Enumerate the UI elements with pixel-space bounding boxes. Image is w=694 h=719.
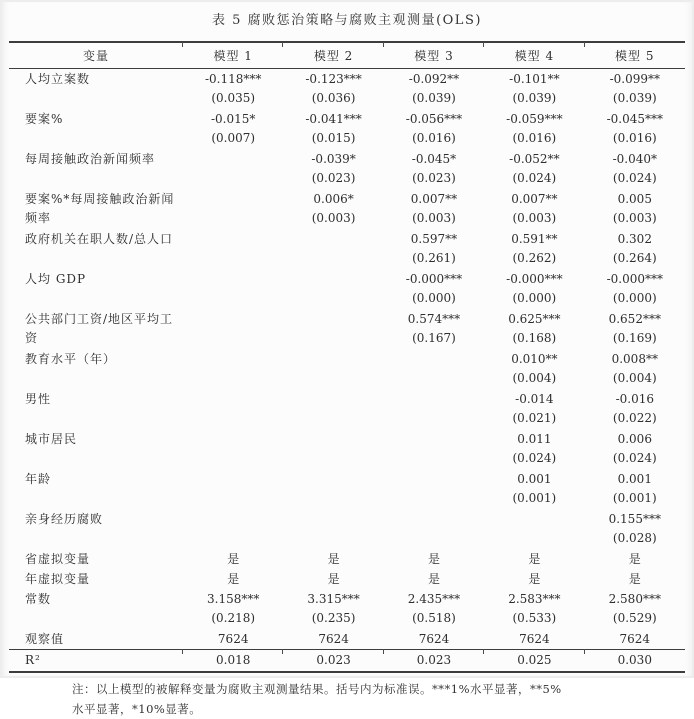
estimate: -0.059*** <box>506 112 563 126</box>
estimate: -0.039* <box>311 152 356 166</box>
column-header-model-2: 模型 2 <box>283 42 383 69</box>
value-cell <box>384 309 484 349</box>
estimate: -0.041*** <box>305 112 362 126</box>
value-cell: 7624 <box>283 629 383 650</box>
estimate <box>283 470 383 489</box>
estimate: -0.045* <box>411 152 457 166</box>
estimate: -0.040* <box>612 152 657 166</box>
row-label: 教育水平（年） <box>25 352 117 366</box>
value-cell <box>183 109 283 149</box>
estimate: 0.006* <box>313 192 354 206</box>
std-error <box>183 329 283 348</box>
value-cell <box>384 509 484 549</box>
value-cell <box>283 189 383 229</box>
value-cell: 是 <box>528 552 541 566</box>
table-row <box>9 650 685 673</box>
value-cell <box>183 269 283 309</box>
estimate: -0.045*** <box>606 112 663 126</box>
std-error: (0.262) <box>512 251 557 265</box>
value-cell <box>183 509 283 549</box>
std-error: (0.039) <box>512 91 557 105</box>
estimate: 0.591** <box>511 232 558 246</box>
estimate: -0.052** <box>509 152 560 166</box>
estimate: 0.010** <box>511 352 558 366</box>
header-row <box>9 42 685 69</box>
column-header-model-1: 模型 1 <box>183 42 283 69</box>
regression-table <box>9 41 685 673</box>
estimate: -0.000*** <box>606 272 663 286</box>
value-cell <box>585 229 685 269</box>
std-error: (0.021) <box>512 411 557 425</box>
estimate: -0.099** <box>609 72 660 86</box>
value-cell <box>585 589 685 629</box>
value-cell <box>484 149 584 189</box>
estimate: 0.155*** <box>608 512 661 526</box>
estimate: 2.583*** <box>508 592 561 606</box>
std-error <box>183 409 283 428</box>
value-cell <box>384 349 484 389</box>
value-cell <box>283 429 383 469</box>
table-row <box>9 149 685 189</box>
estimate: 0.008** <box>611 352 658 366</box>
table-row <box>9 69 685 110</box>
value-cell <box>283 389 383 429</box>
estimate: -0.016 <box>615 392 654 406</box>
value-cell <box>585 109 685 149</box>
estimate: 2.435*** <box>407 592 461 606</box>
value-cell <box>183 349 283 389</box>
std-error: (0.004) <box>512 371 557 385</box>
std-error: (0.022) <box>612 411 657 425</box>
value-cell: 是 <box>327 572 340 586</box>
value-cell <box>283 109 383 149</box>
row-label: 人均立案数 <box>25 72 91 86</box>
estimate: -0.118*** <box>204 72 262 86</box>
estimate: 0.597** <box>410 232 458 246</box>
estimate: 0.011 <box>517 432 552 446</box>
std-error: (0.000) <box>512 291 557 305</box>
std-error <box>384 409 484 428</box>
value-cell: 0.018 <box>183 650 283 673</box>
value-cell <box>283 509 383 549</box>
std-error: (0.169) <box>612 331 657 345</box>
value-cell: 是 <box>628 552 641 566</box>
value-cell: 是 <box>427 552 440 566</box>
estimate <box>183 390 283 409</box>
estimate: -0.092** <box>408 72 460 86</box>
std-error: (0.218) <box>211 611 256 625</box>
value-cell <box>585 269 685 309</box>
row-label: 亲身经历腐败 <box>25 512 104 526</box>
value-cell <box>585 429 685 469</box>
estimate: -0.101** <box>509 72 560 86</box>
estimate <box>283 270 383 289</box>
row-label: 观察值 <box>9 629 183 650</box>
std-error: (0.003) <box>612 211 657 225</box>
row-label: 年虚拟变量 <box>25 572 91 586</box>
value-cell <box>585 309 685 349</box>
value-cell: 0.025 <box>484 650 584 673</box>
row-label: 要案%*每周接触政治新闻频率 <box>25 192 175 225</box>
estimate <box>183 430 283 449</box>
value-cell <box>484 509 584 549</box>
column-header-model-3: 模型 3 <box>384 42 484 69</box>
estimate: -0.014 <box>515 392 554 406</box>
estimate: -0.123*** <box>305 72 362 86</box>
std-error: (0.036) <box>311 91 356 105</box>
table-row <box>9 429 685 469</box>
std-error <box>484 529 584 548</box>
estimate <box>183 190 283 209</box>
value-cell <box>283 309 383 349</box>
estimate <box>384 390 484 409</box>
value-cell: 是 <box>227 572 240 586</box>
value-cell: 7624 <box>183 629 283 650</box>
value-cell <box>384 429 484 469</box>
estimate <box>283 510 383 529</box>
estimate <box>384 350 484 369</box>
row-label: 每周接触政治新闻频率 <box>25 152 156 166</box>
value-cell <box>484 109 584 149</box>
value-cell <box>484 349 584 389</box>
table-row <box>9 349 685 389</box>
std-error: (0.024) <box>612 171 657 185</box>
std-error: (0.001) <box>612 491 657 505</box>
value-cell: 0.030 <box>585 650 685 673</box>
row-label: 要案% <box>25 112 64 126</box>
value-cell <box>384 389 484 429</box>
std-error: (0.003) <box>512 211 557 225</box>
estimate <box>384 470 484 489</box>
value-cell: 7624 <box>585 629 685 650</box>
std-error: (0.264) <box>612 251 657 265</box>
estimate: -0.056*** <box>405 112 463 126</box>
estimate: 2.580*** <box>608 592 661 606</box>
table-row <box>9 269 685 309</box>
row-label: 省虚拟变量 <box>25 552 91 566</box>
std-error <box>183 489 283 508</box>
table-row <box>9 109 685 149</box>
value-cell: 是 <box>427 572 440 586</box>
value-cell <box>183 69 283 110</box>
std-error: (0.028) <box>612 531 657 545</box>
table-row <box>9 509 685 549</box>
value-cell <box>384 109 484 149</box>
value-cell <box>484 269 584 309</box>
std-error: (0.023) <box>311 171 356 185</box>
estimate: 0.652*** <box>608 312 661 326</box>
value-cell: 0.023 <box>384 650 484 673</box>
std-error <box>183 169 283 188</box>
estimate: 0.005 <box>617 192 652 206</box>
column-header-model-4: 模型 4 <box>484 42 584 69</box>
value-cell <box>283 589 383 629</box>
estimate <box>283 310 383 329</box>
value-cell <box>183 309 283 349</box>
std-error: (0.529) <box>612 611 657 625</box>
table-row <box>9 629 685 650</box>
row-label: 男性 <box>25 392 52 406</box>
std-error: (0.024) <box>512 451 557 465</box>
value-cell <box>283 269 383 309</box>
value-cell <box>283 229 383 269</box>
std-error: (0.035) <box>211 91 256 105</box>
estimate: -0.000*** <box>506 272 563 286</box>
value-cell <box>283 69 383 110</box>
estimate <box>183 270 283 289</box>
std-error: (0.261) <box>412 251 456 265</box>
std-error <box>283 489 383 508</box>
footnote-line-1: 注：以上模型的被解释变量为腐败主观测量结果。括号内为标准误。***1%水平显著，**5% <box>72 682 562 696</box>
std-error: (0.533) <box>512 611 557 625</box>
std-error: (0.016) <box>512 131 557 145</box>
value-cell <box>484 309 584 349</box>
value-cell: 7624 <box>484 629 584 650</box>
value-cell <box>484 429 584 469</box>
value-cell <box>585 149 685 189</box>
std-error: (0.007) <box>211 131 256 145</box>
value-cell <box>585 69 685 110</box>
std-error <box>283 369 383 388</box>
value-cell <box>585 469 685 509</box>
estimate <box>283 430 383 449</box>
estimate <box>283 350 383 369</box>
estimate: 0.574*** <box>407 312 461 326</box>
estimate: 3.158*** <box>207 592 260 606</box>
value-cell: 是 <box>227 552 240 566</box>
std-error <box>183 289 283 308</box>
std-error: (0.000) <box>612 291 657 305</box>
estimate <box>183 310 283 329</box>
std-error: (0.003) <box>412 211 456 225</box>
std-error: (0.023) <box>412 171 456 185</box>
estimate <box>384 510 484 529</box>
value-cell <box>384 589 484 629</box>
row-label: R² <box>25 653 41 667</box>
table-row <box>9 569 685 589</box>
value-cell <box>384 229 484 269</box>
std-error <box>283 529 383 548</box>
table-row <box>9 549 685 569</box>
std-error <box>283 249 383 268</box>
table-footnote <box>72 680 644 719</box>
table-row <box>9 469 685 509</box>
std-error: (0.167) <box>412 331 456 345</box>
value-cell <box>585 509 685 549</box>
table-body <box>9 69 685 673</box>
estimate <box>384 430 484 449</box>
value-cell <box>484 189 584 229</box>
value-cell <box>484 389 584 429</box>
std-error: (0.000) <box>412 291 456 305</box>
std-error <box>384 489 484 508</box>
value-cell <box>384 469 484 509</box>
value-cell <box>484 229 584 269</box>
value-cell <box>585 189 685 229</box>
estimate <box>183 470 283 489</box>
value-cell <box>183 149 283 189</box>
estimate <box>283 230 383 249</box>
estimate: 0.007** <box>511 192 558 206</box>
std-error <box>384 529 484 548</box>
table-row <box>9 189 685 229</box>
value-cell <box>384 269 484 309</box>
std-error: (0.016) <box>612 131 657 145</box>
value-cell <box>283 149 383 189</box>
row-label: 政府机关在职人数/总人口 <box>25 232 174 246</box>
value-cell <box>283 469 383 509</box>
std-error: (0.003) <box>311 211 356 225</box>
std-error: (0.016) <box>412 131 456 145</box>
std-error <box>283 329 383 348</box>
estimate: 0.302 <box>617 232 652 246</box>
row-label: 人均 GDP <box>25 272 87 286</box>
std-error <box>183 249 283 268</box>
value-cell <box>384 69 484 110</box>
value-cell <box>484 69 584 110</box>
std-error <box>283 449 383 468</box>
std-error: (0.039) <box>412 91 456 105</box>
row-label: 公共部门工资/地区平均工资 <box>25 312 174 345</box>
estimate <box>183 350 283 369</box>
std-error: (0.004) <box>612 371 657 385</box>
value-cell <box>183 389 283 429</box>
column-header-variable: 变量 <box>9 42 183 69</box>
table-row <box>9 589 685 629</box>
row-label: 城市居民 <box>25 432 78 446</box>
estimate: 0.625*** <box>508 312 561 326</box>
table-row <box>9 309 685 349</box>
estimate: 0.001 <box>617 472 652 486</box>
value-cell <box>484 589 584 629</box>
estimate: 0.006 <box>617 432 652 446</box>
value-cell <box>585 389 685 429</box>
value-cell <box>183 229 283 269</box>
std-error: (0.518) <box>412 611 456 625</box>
std-error <box>183 529 283 548</box>
row-label: 年龄 <box>25 472 52 486</box>
std-error: (0.235) <box>311 611 356 625</box>
value-cell: 0.023 <box>283 650 383 673</box>
std-error: (0.168) <box>512 331 557 345</box>
row-label: 常数 <box>25 592 52 606</box>
estimate: 3.315*** <box>307 592 360 606</box>
value-cell <box>384 189 484 229</box>
column-header-model-5: 模型 5 <box>585 42 685 69</box>
estimate <box>283 390 383 409</box>
estimate <box>183 510 283 529</box>
value-cell: 是 <box>528 572 541 586</box>
std-error <box>384 369 484 388</box>
value-cell: 是 <box>327 552 340 566</box>
std-error: (0.024) <box>612 451 657 465</box>
value-cell <box>183 469 283 509</box>
estimate: 0.001 <box>517 472 552 486</box>
std-error: (0.001) <box>512 491 557 505</box>
std-error: (0.039) <box>612 91 657 105</box>
value-cell <box>585 349 685 389</box>
table-row <box>9 229 685 269</box>
std-error <box>183 449 283 468</box>
std-error <box>283 409 383 428</box>
value-cell <box>183 429 283 469</box>
value-cell <box>484 469 584 509</box>
estimate: -0.000*** <box>405 272 463 286</box>
estimate: -0.015* <box>210 112 256 126</box>
value-cell <box>183 589 283 629</box>
table-title: 表 5 腐败惩治策略与腐败主观测量(OLS) <box>212 13 482 28</box>
value-cell <box>283 349 383 389</box>
std-error <box>183 369 283 388</box>
value-cell: 是 <box>628 572 641 586</box>
footnote-line-2: 水平显著，*10%显著。 <box>72 701 202 716</box>
estimate <box>183 150 283 169</box>
estimate: 0.007** <box>410 192 458 206</box>
std-error: (0.015) <box>311 131 356 145</box>
value-cell <box>384 149 484 189</box>
value-cell <box>183 189 283 229</box>
std-error: (0.024) <box>512 171 557 185</box>
std-error <box>183 209 283 228</box>
std-error <box>283 289 383 308</box>
estimate <box>484 510 584 529</box>
value-cell: 7624 <box>384 629 484 650</box>
table-row <box>9 389 685 429</box>
estimate <box>183 230 283 249</box>
std-error <box>384 449 484 468</box>
